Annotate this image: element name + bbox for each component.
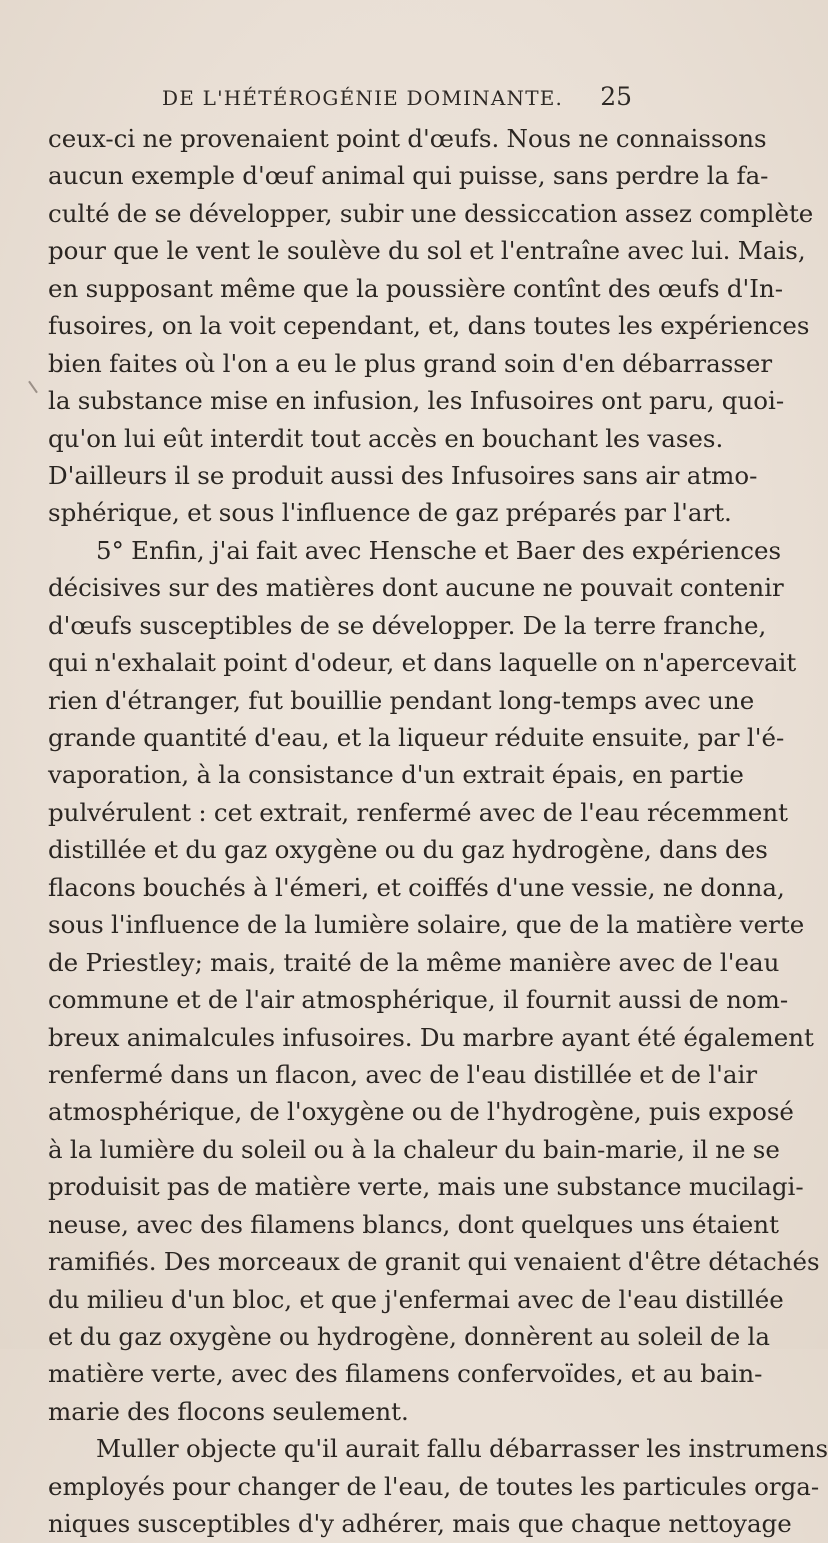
margin-mark xyxy=(28,381,38,394)
text-line: ramifiés. Des morceaux de granit qui venaient d'être détachés xyxy=(48,1247,820,1277)
text-line: employés pour changer de l'eau, de toutes les particules orga- xyxy=(48,1471,820,1501)
text-line: breux animalcules infusoires. Du marbre ayant été également xyxy=(48,1022,814,1052)
text-line: niques susceptibles d'y adhérer, mais que chaque nettoyage xyxy=(48,1509,792,1539)
text-line: neuse, avec des filamens blancs, dont quelques uns étaient xyxy=(48,1209,779,1239)
running-head xyxy=(162,82,632,116)
text-line: vaporation, à la consistance d'un extrait épais, en partie xyxy=(48,760,744,790)
text-line: D'ailleurs il se produit aussi des Infusoires sans air atmo- xyxy=(48,460,758,490)
text-line: distillée et du gaz oxygène ou du gaz hydrogène, dans des xyxy=(48,835,768,865)
text-line: sous l'influence de la lumière solaire, que de la matière verte xyxy=(48,910,805,940)
body-text xyxy=(48,120,828,1543)
paragraph-start-line: 5° Enfin, j'ai fait avec Hensche et Baer des expériences xyxy=(96,535,782,565)
text-line: marie des flocons seulement. xyxy=(48,1396,409,1426)
text-line: produisit pas de matière verte, mais une substance mucilagi- xyxy=(48,1172,804,1202)
text-line: et du gaz oxygène ou hydrogène, donnèrent au soleil de la xyxy=(48,1322,770,1351)
text-line: aucun exemple d'œuf animal qui puisse, sans perdre la fa- xyxy=(48,161,769,191)
text-line: à la lumière du soleil ou à la chaleur du bain-marie, il ne se xyxy=(48,1134,780,1164)
text-line: flacons bouchés à l'émeri, et coiffés d'une vessie, ne donna, xyxy=(48,872,785,902)
text-line: fusoires, on la voit cependant, et, dans toutes les expériences xyxy=(48,311,810,341)
text-line: culté de se développer, subir une dessiccation assez complète xyxy=(48,198,814,228)
text-line: sphérique, et sous l'influence de gaz préparés par l'art. xyxy=(48,498,732,528)
text-line: du milieu d'un bloc, et que j'enfermai avec de l'eau distillée xyxy=(48,1284,784,1314)
text-line: atmosphérique, de l'oxygène ou de l'hydrogène, puis exposé xyxy=(48,1097,794,1127)
text-line: bien faites où l'on a eu le plus grand soin d'en débarrasser xyxy=(48,348,773,378)
text-line: qui n'exhalait point d'odeur, et dans laquelle on n'apercevait xyxy=(48,648,797,678)
text-line: en supposant même que la poussière contînt des œufs d'In- xyxy=(48,273,784,303)
text-line: qu'on lui eût interdit tout accès en bouchant les vases. xyxy=(48,423,724,453)
paragraph-start-line: Muller objecte qu'il aurait fallu débarrasser les instrumens xyxy=(96,1434,828,1464)
text-line: renfermé dans un flacon, avec de l'eau distillée et de l'air xyxy=(48,1059,758,1089)
text-line: rien d'étranger, fut bouillie pendant long-temps avec une xyxy=(48,685,755,715)
text-line: pulvérulent : cet extrait, renfermé avec de l'eau récemment xyxy=(48,797,788,827)
text-line: décisives sur des matières dont aucune ne pouvait contenir xyxy=(48,573,784,603)
text-line: commune et de l'air atmosphérique, il fournit aussi de nom- xyxy=(48,985,789,1015)
text-line: d'œufs susceptibles de se développer. De la terre franche, xyxy=(48,610,767,640)
text-line: la substance mise en infusion, les Infusoires ont paru, quoi- xyxy=(48,386,785,416)
text-line: de Priestley; mais, traité de la même manière avec de l'eau xyxy=(48,947,780,977)
page-number: 25 xyxy=(600,82,632,111)
text-line: ceux-ci ne provenaient point d'œufs. Nous ne connaissons xyxy=(48,124,767,153)
running-head-title: DE L'HÉTÉROGÉNIE DOMINANTE. xyxy=(162,86,564,110)
text-line: matière verte, avec des filamens confervoïdes, et au bain- xyxy=(48,1359,763,1389)
text-line: grande quantité d'eau, et la liqueur réduite ensuite, par l'é- xyxy=(48,723,785,752)
text-line: pour que le vent le soulève du sol et l'entraîne avec lui. Mais, xyxy=(48,236,806,266)
